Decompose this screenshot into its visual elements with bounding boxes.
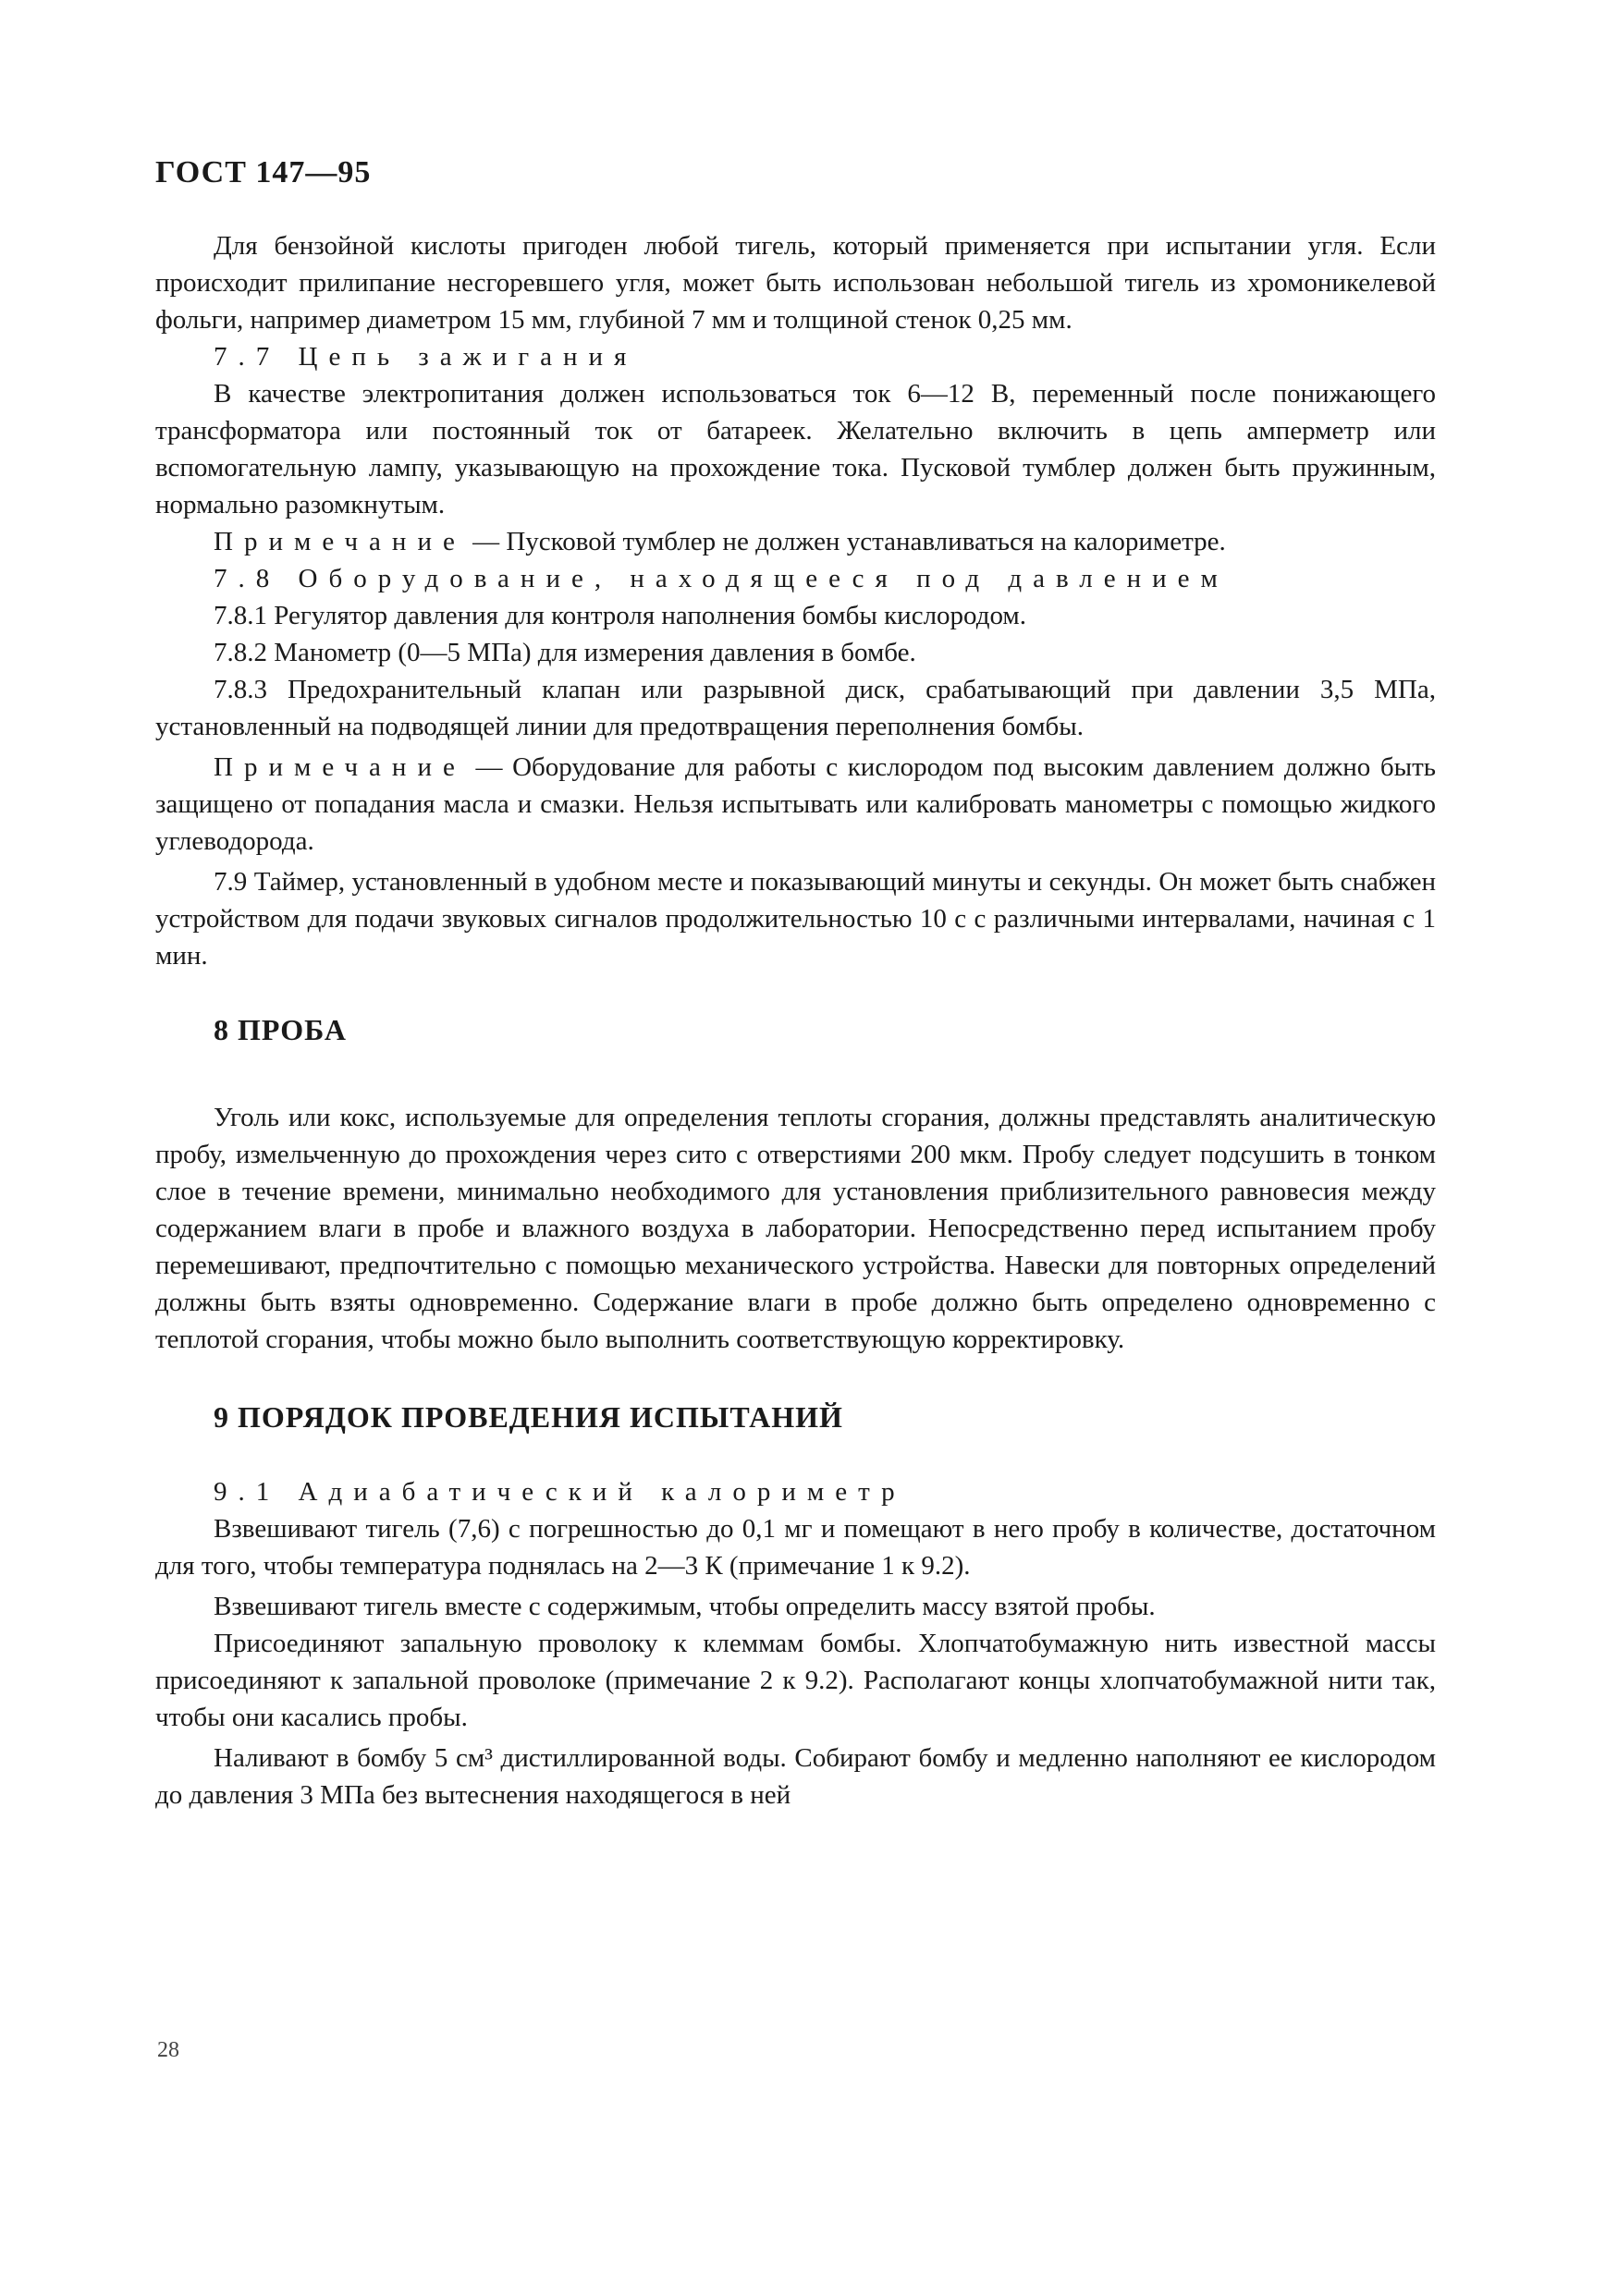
section-9-heading: 9 ПОРЯДОК ПРОВЕДЕНИЯ ИСПЫТАНИЙ <box>214 1400 843 1434</box>
paragraph-sample: Уголь или кокс, используемые для определения теплоты сгорания, должны представлять аналитическую пробу, измельченную до прохождения через сито с отверстиями 200 мкм. Пробу следует подсушить в тонком слое в течение времени, минимально необходимого для установления приблизительного равновесия между содержанием влаги в пробе и влажного воздуха в лаборатории. Непосредственно перед испытанием пробу перемешивают, предпочтительно с помощью механического устройства. Навески для повторных определений должны быть взяты одновременно. Содержание влаги в пробе должно быть определено одновременно с теплотой сгорания, чтобы можно было выполнить соответствующую корректировку. <box>155 1103 1436 1354</box>
paragraph-ignition-circuit: В качестве электропитания должен использоваться ток 6—12 В, переменный после понижающего трансформатора или постоянный ток от батареек. Желательно включить в цепь амперметр или вспомогательную лампу, указывающую на прохождение тока. Пусковой тумблер должен быть пружинным, нормально разомкнутым. <box>155 379 1436 519</box>
document-page <box>155 155 1436 1814</box>
paragraph-9-1-d: Наливают в бомбу 5 см³ дистиллированной воды. Собирают бомбу и медленно наполняют ее кислородом до давления 3 МПа без вытеснения находящегося в ней <box>155 1743 1436 1810</box>
note-1 <box>155 523 1436 560</box>
note-2-text: — Оборудование для работы с кислородом под высоким давлением должно быть защищено от попадания масла и смазки. Нельзя испытывать или калибровать манометры с помощью жидкого углеводорода. <box>155 752 1436 856</box>
note-1-label: Примечание <box>214 527 466 556</box>
section-9-1-title: 9.1 Адиабатический калориметр <box>214 1477 906 1507</box>
section-7-8-title: 7.8 Оборудование, находящееся под давлением <box>214 564 1229 593</box>
paragraph-9-1-b: Взвешивают тигель вместе с содержимым, чтобы определить массу взятой пробы. <box>214 1592 1156 1621</box>
note-1-text: — Пусковой тумблер не должен устанавливаться на калориметре. <box>465 527 1226 556</box>
section-8-heading: 8 ПРОБА <box>214 1013 347 1046</box>
document-header: ГОСТ 147—95 <box>155 155 372 189</box>
section-7-7-title: 7.7 Цепь зажигания <box>214 342 638 372</box>
paragraph-7-8-2: 7.8.2 Манометр (0—5 МПа) для измерения давления в бомбе. <box>214 638 916 667</box>
note-2 <box>155 749 1436 860</box>
paragraph-crucible: Для бензойной кислоты пригоден любой тигель, который применяется при испытании угля. Если происходит прилипание несгоревшего угля, может быть использован небольшой тигель из хромоникелевой фольги, например диаметром 15 мм, глубиной 7 мм и толщиной стенок 0,25 мм. <box>155 231 1436 335</box>
page-number: 28 <box>157 2038 179 2062</box>
note-2-label: Примечание <box>214 752 466 782</box>
paragraph-7-8-1: 7.8.1 Регулятор давления для контроля наполнения бомбы кислородом. <box>214 601 1027 630</box>
paragraph-7-9: 7.9 Таймер, установленный в удобном месте и показывающий минуты и секунды. Он может быть снабжен устройством для подачи звуковых сигналов продолжительностью 10 с с различными интервалами, начиная с 1 мин. <box>155 867 1436 971</box>
paragraph-9-1-c: Присоединяют запальную проволоку к клеммам бомбы. Хлопчатобумажную нить известной массы присоединяют к запальной проволоке (примечание 2 к 9.2). Располагают концы хлопчатобумажной нити так, чтобы они касались пробы. <box>155 1629 1436 1732</box>
paragraph-9-1-a: Взвешивают тигель (7,6) с погрешностью до 0,1 мг и помещают в него пробу в количестве, достаточном для того, чтобы температура поднялась на 2—3 К (примечание 1 к 9.2). <box>155 1514 1436 1581</box>
paragraph-7-8-3: 7.8.3 Предохранительный клапан или разрывной диск, срабатывающий при давлении 3,5 МПа, установленный на подводящей линии для предотвращения переполнения бомбы. <box>155 675 1436 741</box>
